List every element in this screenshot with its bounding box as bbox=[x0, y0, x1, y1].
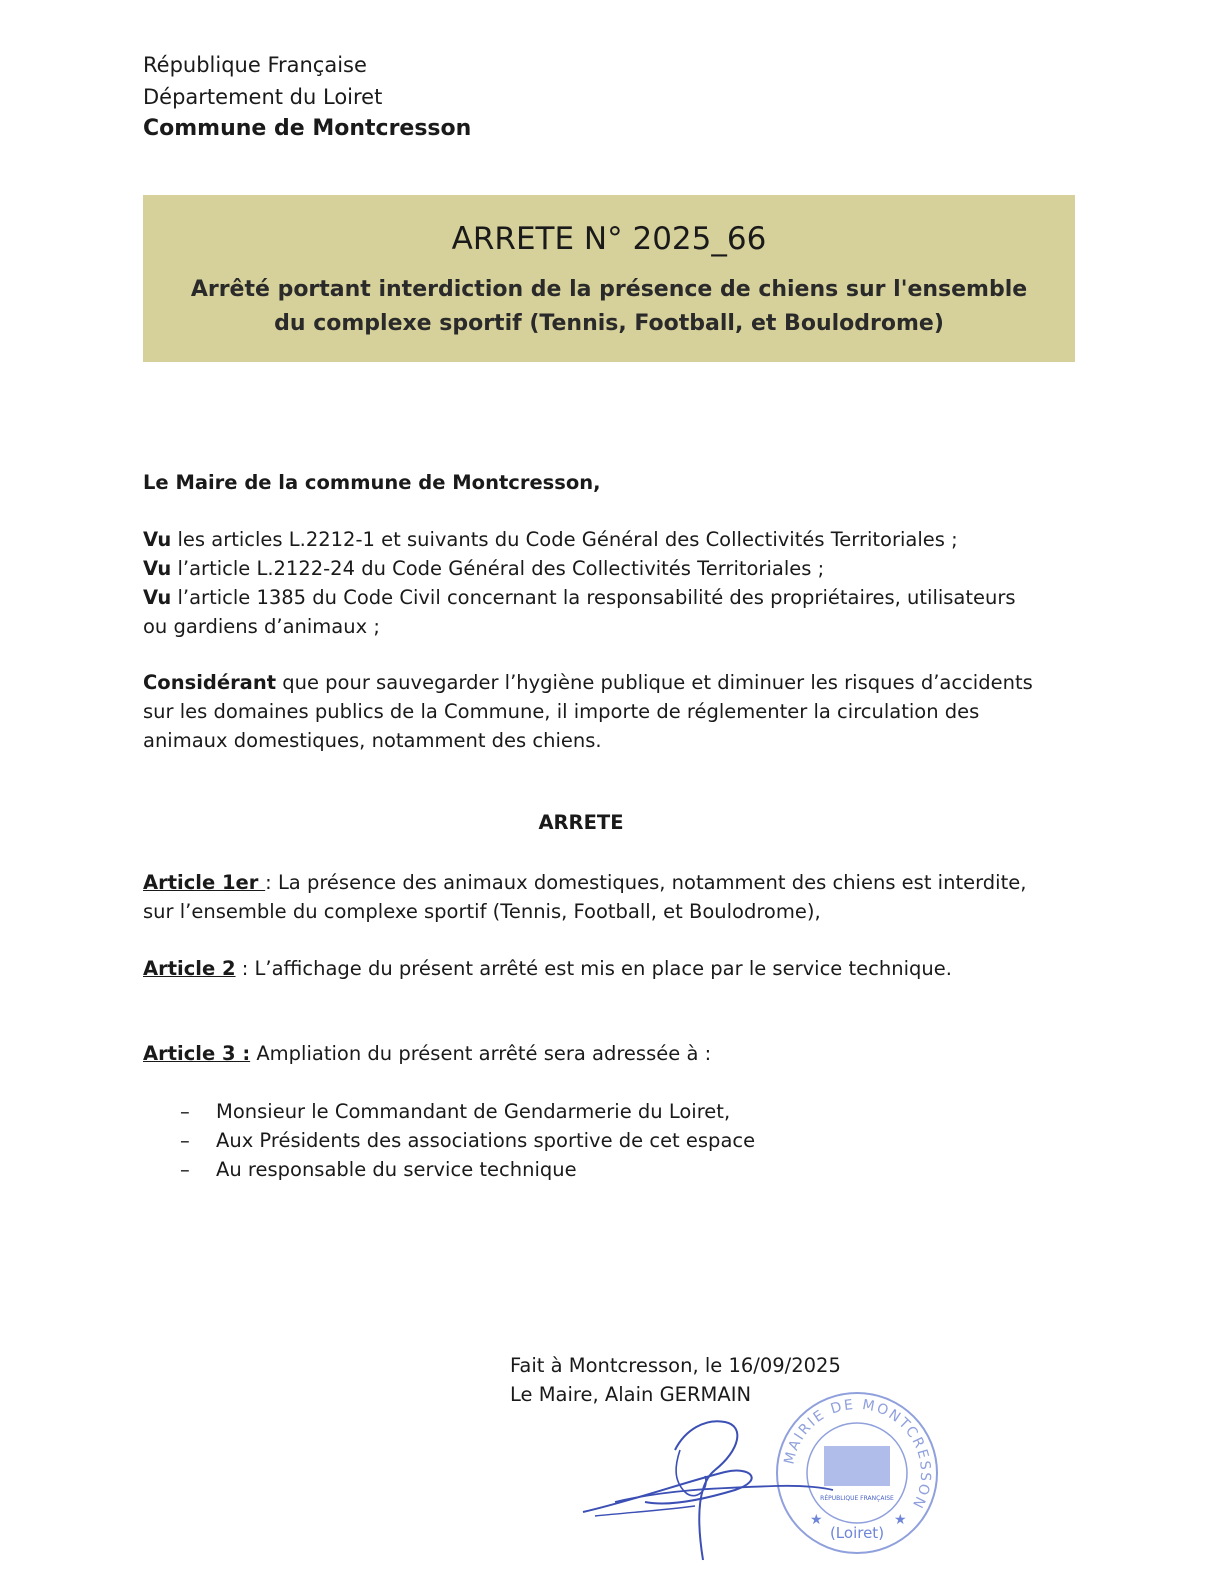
dash-bullet: – bbox=[180, 1158, 190, 1181]
recipient-text: Monsieur le Commandant de Gendarmerie du Loiret, bbox=[216, 1100, 731, 1123]
list-item bbox=[180, 1097, 755, 1126]
arrete-heading: ARRETE bbox=[538, 811, 624, 834]
stamp-inner-text: RÉPUBLIQUE FRANÇAISE bbox=[820, 1495, 894, 1502]
vu-lead: Vu bbox=[143, 528, 172, 551]
header-republique: République Française bbox=[143, 53, 367, 77]
recipient-text: Au responsable du service technique bbox=[216, 1158, 577, 1181]
article-label: Article 2 bbox=[143, 957, 236, 980]
vu-line-2 bbox=[143, 554, 1063, 583]
list-item bbox=[180, 1126, 755, 1155]
vu-line-3 bbox=[143, 583, 1043, 641]
stamp-ring-text: MAIRIE DE MONTCRESSON bbox=[781, 1396, 934, 1513]
signature-stroke-underline bbox=[595, 1506, 695, 1516]
vu-text: l’article 1385 du Code Civil concernant la responsabilité des propriétaires, utilisateurs ou gardiens d’animaux ; bbox=[143, 586, 1016, 638]
recipient-text: Aux Présidents des associations sportive de cet espace bbox=[216, 1129, 756, 1152]
list-item bbox=[180, 1155, 755, 1184]
stamp-star-right: ★ bbox=[894, 1512, 907, 1528]
article-3 bbox=[143, 1039, 1063, 1068]
vu-text: l’article L.2122-24 du Code Général des Collectivités Territoriales ; bbox=[171, 557, 825, 580]
article-text: : La présence des animaux domestiques, notamment des chiens est interdite, sur l’ensemble du complexe sportif (Tennis, Football, et Boulodrome), bbox=[143, 871, 1027, 923]
signature-signer: Le Maire, Alain GERMAIN bbox=[510, 1383, 752, 1406]
article-text: Ampliation du présent arrêté sera adressée à : bbox=[250, 1042, 712, 1065]
vu-line-1 bbox=[143, 525, 1063, 554]
article-2 bbox=[143, 954, 1063, 983]
considerant-text: que pour sauvegarder l’hygiène publique et diminuer les risques d’accidents sur les domaines publics de la Commune, il importe de réglementer la circulation des animaux domestiques, notamment des chiens. bbox=[143, 671, 1033, 752]
intro-maire: Le Maire de la commune de Montcresson, bbox=[143, 471, 601, 494]
stamp-bottom-text: (Loiret) bbox=[829, 1524, 885, 1542]
arrete-subtitle: Arrêté portant interdiction de la présence de chiens sur l'ensemble du complexe sportif (Tennis, Football, et Boulodrome) bbox=[190, 277, 1028, 336]
dash-bullet: – bbox=[180, 1129, 190, 1152]
article-text: : L’affichage du présent arrêté est mis en place par le service technique. bbox=[235, 957, 952, 980]
vu-block bbox=[143, 525, 1063, 641]
vu-lead: Vu bbox=[143, 557, 172, 580]
title-box bbox=[143, 195, 1075, 362]
article-label: Article 1er bbox=[143, 871, 266, 894]
considerant-lead: Considérant bbox=[143, 671, 277, 694]
arrete-number: ARRETE N° 2025_66 bbox=[451, 221, 767, 257]
signature-place-date: Fait à Montcresson, le 16/09/2025 bbox=[510, 1354, 841, 1377]
dash-bullet: – bbox=[180, 1100, 190, 1123]
header-commune: Commune de Montcresson bbox=[143, 116, 472, 141]
article-label: Article 3 : bbox=[143, 1042, 251, 1065]
recipient-list bbox=[180, 1097, 755, 1184]
considerant-paragraph bbox=[143, 668, 1053, 755]
vu-text: les articles L.2212-1 et suivants du Code Général des Collectivités Territoriales ; bbox=[171, 528, 958, 551]
header-departement: Département du Loiret bbox=[143, 85, 383, 109]
vu-lead: Vu bbox=[143, 586, 172, 609]
mayor-signature bbox=[575, 1410, 835, 1565]
signature-stroke-main bbox=[583, 1471, 752, 1512]
stamp-star-left: ★ bbox=[810, 1512, 823, 1528]
article-1 bbox=[143, 868, 1043, 926]
